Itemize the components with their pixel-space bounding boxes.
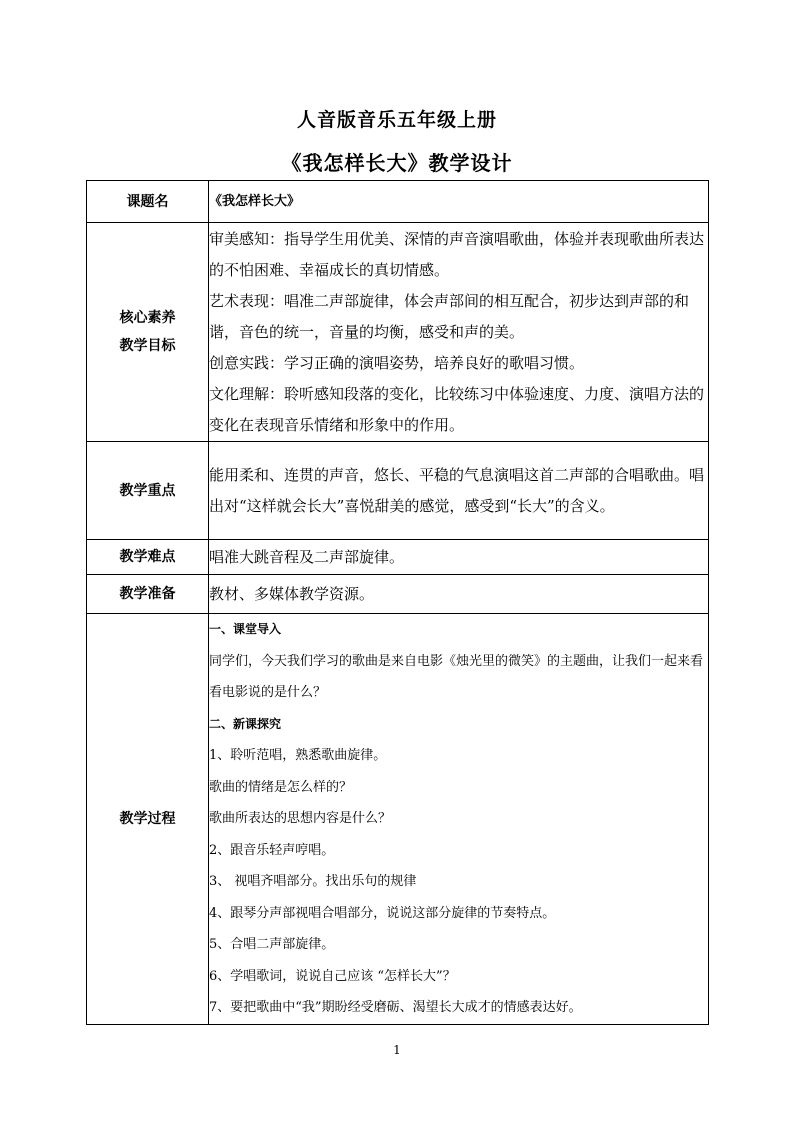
value-key-points: 能用柔和、连贯的声音，悠长、平稳的气息演唱这首二声部的合唱歌曲。唱出对“这样就会长大”喜悦甜美的感觉，感受到“长大”的含义。 <box>209 442 709 540</box>
process-step: 4、跟琴分声部视唱合唱部分，说说这部分旋律的节奏特点。 <box>209 905 556 921</box>
process-step: 1、聆听范唱，熟悉歌曲旋律。 <box>209 748 387 763</box>
row-difficulties <box>87 540 709 575</box>
label-key-points: 教学重点 <box>87 442 209 540</box>
process-step: 3、 视唱齐唱部分。找出乐句的规律 <box>209 874 417 889</box>
process-step: 5、合唱二声部旋律。 <box>209 937 335 952</box>
value-goals <box>209 223 709 442</box>
process-step: 歌曲的情绪是怎么样的？ <box>209 779 353 795</box>
label-topic: 课题名 <box>87 181 209 223</box>
process-heading: 一、课堂导入 <box>209 622 282 636</box>
process-step: 7、要把歌曲中“我”期盼经受磨砺、渴望长大成才的情感表达好。 <box>209 1000 582 1015</box>
process-intro: 同学们，今天我们学习的歌曲是来自电影《烛光里的微笑》的主题曲，让我们一起来看看电影说的是什么？ <box>209 653 704 700</box>
process-step: 歌曲所表达的思想内容是什么？ <box>209 811 392 826</box>
process-heading: 二、新课探究 <box>209 716 282 731</box>
row-process <box>87 614 709 1025</box>
goal-paragraph: 创意实践：学习正确的演唱姿势，培养良好的歌唱习惯。 <box>209 353 585 372</box>
row-preparation <box>87 575 709 614</box>
document-subtitle: 《我怎样长大》教学设计 <box>281 151 513 175</box>
label-goals-line2: 教学目标 <box>119 338 176 354</box>
goal-paragraph: 文化理解：聆听感知段落的变化，比较练习中体验速度、力度、演唱方法的变化在表现音乐情绪和形象中的作用。 <box>209 384 705 434</box>
process-step: 6、学唱歌词，说说自己应该 “怎样长大”？ <box>209 968 456 984</box>
label-preparation: 教学准备 <box>87 575 209 614</box>
goal-paragraph: 审美感知：指导学生用优美、深情的声音演唱歌曲，体验并表现歌曲所表达的不怕困难、幸福成长的真切情感。 <box>209 229 705 279</box>
label-goals-line1: 核心素养 <box>119 310 176 326</box>
row-goals <box>87 223 709 442</box>
page-number: 1 <box>393 1043 401 1057</box>
value-topic: 《我怎样长大》 <box>209 181 709 223</box>
row-topic <box>87 181 709 223</box>
label-process: 教学过程 <box>87 614 209 1025</box>
lesson-plan-table <box>86 180 709 1025</box>
value-difficulties: 唱准大跳音程及二声部旋律。 <box>209 540 709 575</box>
row-key-points <box>87 442 709 540</box>
label-goals <box>87 223 209 442</box>
document-title: 人音版音乐五年级上册 <box>296 109 497 131</box>
label-difficulties: 教学难点 <box>87 540 209 575</box>
process-step: 2、跟音乐轻声哼唱。 <box>209 842 335 858</box>
goal-paragraph: 艺术表现：唱准二声部旋律，体会声部间的相互配合，初步达到声部的和谐，音色的统一，音量的均衡，感受和声的美。 <box>209 291 690 341</box>
value-process <box>209 614 709 1025</box>
value-preparation: 教材、多媒体教学资源。 <box>209 575 709 614</box>
